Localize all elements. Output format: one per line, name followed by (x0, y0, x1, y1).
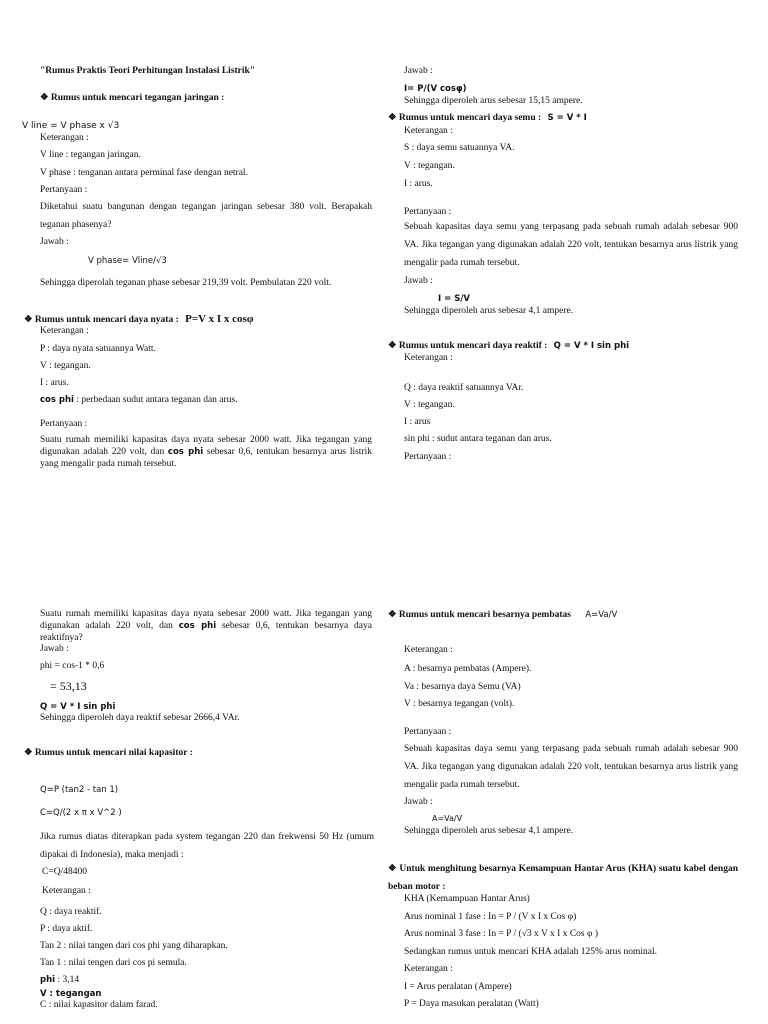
keterangan-c: C : nilai kapasitor dalam farad. (40, 1000, 158, 1010)
formula-i-sv: I = S/V (438, 294, 471, 304)
section-heading-daya-reaktif (388, 341, 629, 352)
keterangan-label: Keterangan : (42, 886, 91, 896)
heading-text: ❖ Rumus untuk mencari daya nyata : (24, 315, 179, 325)
keterangan-label: Keterangan : (40, 326, 89, 336)
phi-label: phi (40, 975, 56, 985)
keterangan-sinphi: sin phi : sudut antara teganan dan arus. (404, 434, 552, 444)
keterangan-label: Keterangan : (404, 645, 453, 655)
keterangan-i: I : arus (404, 417, 431, 427)
cosphi-desc: : perbedaan sudut antara teganan dan arus. (73, 395, 238, 405)
kha-definition: KHA (Kemampuan Hantar Arus) (404, 894, 530, 904)
section-heading-tegangan-jaringan: ❖ Rumus untuk mencari tegangan jaringan : (40, 93, 225, 103)
jawab-label: Jawab : (404, 66, 433, 76)
result-pembatas: Sehingga diperoleh arus sebesar 4,1 ampere. (404, 826, 574, 836)
heading-text: ❖ Rumus untuk mencari daya semu : (388, 113, 542, 123)
jawab-label: Jawab : (404, 276, 433, 286)
section-heading-daya-nyata (24, 313, 254, 326)
formula-vline: V line = V phase x √3 (22, 121, 120, 131)
formula-c: C=Q/(2 x π x V^2 ) (40, 808, 122, 818)
q-part2: sebesar 0,6, tentukan besarnya arus listrik yang mengalir pada rumah tersebut. (40, 446, 372, 469)
result-vphase: Sehingga diperolah teganan phase sebesar 219,39 volt. Pembulatan 220 volt. (40, 278, 332, 288)
heading-formula: A=Va/V (585, 610, 618, 620)
keterangan-p: P : daya nyata satuannya Watt. (40, 344, 156, 354)
kha-rule: Sedangkan rumus untuk mencari KHA adalah 125% arus nominal. (404, 947, 658, 957)
formula-a: A=Va/V (432, 814, 463, 823)
phi-val: : 3,14 (55, 975, 80, 985)
keterangan-s: S : daya semu satuannya VA. (404, 143, 515, 153)
heading-text: ❖ Rumus untuk mencari daya reaktif : (388, 341, 548, 351)
jawab-label: Jawab : (40, 237, 69, 247)
pertanyaan-label: Pertanyaan : (404, 727, 452, 737)
heading-formula: S = V * I (547, 113, 587, 123)
question-daya-nyata (40, 435, 372, 471)
phi-equation: phi = cos-1 * 0,6 (40, 661, 105, 671)
keterangan-q: Q : daya reaktif satuannya VAr. (404, 383, 524, 393)
keterangan-tan2: Tan 2 : nilai tangen dari cos phi yang diharapkan. (40, 941, 228, 951)
keterangan-p: P : daya aktif. (40, 924, 93, 934)
section-heading-kha: ❖ Untuk menghitung besarnya Kemampuan Hantar Arus (KHA) suatu kabel dengan beban motor : (388, 864, 738, 892)
arus-nominal-1-fase: Arus nominal 1 fase : In = P / (V x I x Cos φ) (404, 912, 577, 922)
keterangan-v: V : tegangan. (404, 400, 455, 410)
pertanyaan-label: Pertanyaan : (40, 185, 88, 195)
keterangan-cosphi (40, 395, 238, 406)
result-arus: Sehingga diperoleh arus sebesar 15,15 ampere. (404, 96, 583, 106)
keterangan-vline: V line : tegangan jaringan. (40, 150, 141, 160)
keterangan-label: Keterangan : (404, 353, 453, 363)
formula-q: Q = V * I sin phi (40, 702, 116, 712)
heading-text: ❖ Rumus untuk mencari besarnya pembatas (388, 610, 571, 620)
q-cosphi: cos phi (178, 620, 217, 631)
formula-c-48400: C=Q/48400 (42, 867, 87, 877)
phi-value: = 53,13 (50, 679, 87, 693)
formula-i: I= P/(V cosφ) (404, 84, 467, 94)
pertanyaan-label: Pertanyaan : (404, 207, 452, 217)
keterangan-v: V : tegangan. (40, 361, 91, 371)
heading-formula: P=V x I x cosφ (185, 313, 254, 325)
section-heading-daya-semu (388, 113, 587, 124)
keterangan-phi (40, 975, 79, 986)
keterangan-label: Keterangan : (404, 126, 453, 136)
jawab-label: Jawab : (404, 797, 433, 807)
formula-q-tan: Q=P (tan2 - tan 1) (40, 785, 119, 795)
question-pembatas: Sebuah kapasitas daya semu yang terpasang pada sebuah rumah adalah sebesar 900 VA. Jika tegangan yang digunakan adalah 220 volt, tentukan besarnya arus listrik yang mengalir pada rumah tersebut. (404, 744, 738, 790)
result-daya-reaktif: Sehingga diperoleh daya reaktif sebesar 2666,4 VAr. (40, 713, 240, 723)
keterangan-v: V : tegangan. (404, 161, 455, 171)
result-arus: Sehingga diperoleh arus sebesar 4,1 ampere. (404, 306, 574, 316)
keterangan-vphase: V phase : tenganan antara perminal fase dengan netral. (40, 168, 248, 178)
keterangan-tan1: Tan 1 : nilai tengen dari cos pi semula. (40, 958, 187, 968)
keterangan-label: Keterangan : (404, 964, 453, 974)
keterangan-v: V : besarnya tegangan (volt). (404, 699, 515, 709)
cosphi-label: cos phi (40, 395, 74, 405)
q-cosphi: cos phi (167, 446, 204, 457)
formula-vphase: V phase= Vline/√3 (88, 256, 167, 266)
pertanyaan-label: Pertanyaan : (40, 419, 88, 429)
keterangan-i: I : arus. (40, 378, 69, 388)
question-tegangan: Diketahui suatu bangunan dengan tegangan jaringan sebesar 380 volt. Berapakah teganan phasenya? (40, 202, 372, 230)
keterangan-i: I = Arus peralatan (Ampere) (404, 982, 512, 992)
keterangan-label: Keterangan : (40, 133, 89, 143)
keterangan-p: P = Daya masukan peralatan (Watt) (404, 999, 539, 1009)
apply-text: Jika rumus diatas diterapkan pada system tegangan 220 dan frekwensi 50 Hz (umum dipakai di Indonesia), maka menjadi : (40, 832, 374, 860)
q-part1: Suatu rumah memiliki kapasitas daya nyata sebesar 2000 watt. Jika tegangan yang digunakan adalah 220 volt, dan (40, 435, 372, 457)
section-heading-kapasitor: ❖ Rumus untuk mencari nilai kapasitor : (24, 748, 193, 758)
heading-formula: Q = V * I sin phi (553, 341, 630, 351)
keterangan-v: V : tegangan (40, 989, 102, 999)
document-title: "Rumus Praktis Teori Perhitungan Instalasi Listrik" (40, 66, 256, 76)
arus-nominal-3-fase: Arus nominal 3 fase : In = P / (√3 x V x I x Cos φ ) (404, 929, 598, 939)
keterangan-a: A : besarnya pembatas (Ampere). (404, 664, 532, 674)
q-part2: sebesar 0,6, tentukan besarnya daya reaktifnya? (40, 620, 372, 643)
keterangan-va: Va : besarnya daya Semu (VA) (404, 682, 521, 692)
question-daya-reaktif (40, 609, 372, 645)
question-daya-semu: Sebuah kapasitas daya semu yang terpasang pada sebuah rumah adalah sebesar 900 VA. Jika tegangan yang digunakan adalah 220 volt, tentukan besarnya arus listrik yang mengalir pada rumah tersebut. (404, 222, 738, 268)
pertanyaan-label: Pertanyaan : (404, 452, 452, 462)
q-part1: Suatu rumah memiliki kapasitas daya nyata sebesar 2000 watt. Jika tegangan yang digunakan adalah 220 volt, dan (40, 609, 372, 631)
section-heading-pembatas (388, 610, 617, 621)
jawab-label: Jawab : (40, 644, 69, 654)
keterangan-i: I : arus. (404, 179, 433, 189)
keterangan-q: Q : daya reaktif. (40, 907, 102, 917)
